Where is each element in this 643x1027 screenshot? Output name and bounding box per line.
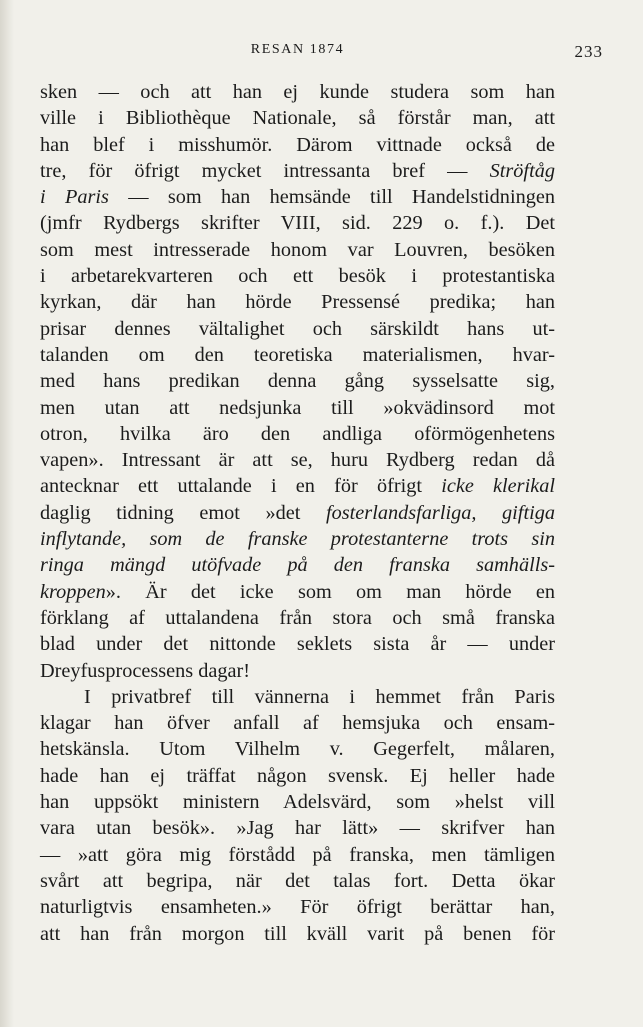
italic-segment: Ströftåg (489, 159, 555, 182)
text-line: otron, hvilka äro den andliga oförmögenhetens (40, 422, 555, 445)
running-head (40, 42, 603, 64)
text-line: han uppsökt ministern Adelsvärd, som »helst vill (40, 791, 555, 814)
text-line (40, 579, 555, 605)
italic-segment: fosterlandsfarliga, giftiga (326, 501, 555, 524)
body-text (40, 79, 555, 947)
text-line: Dreyfusprocessens dagar! (40, 659, 251, 682)
text-line: svårt att begripa, när det talas fort. Detta ökar (40, 869, 555, 892)
text-line: vapen». Intressant är att se, huru Rydberg redan då (40, 449, 555, 472)
text-line: — »att göra mig förstådd på franska, men tämligen (40, 843, 555, 866)
text-line (40, 552, 555, 578)
text-line: som mest intresserade honom var Louvren, besöken (40, 238, 555, 261)
text-line: blad under det nittonde seklets sista år — under (40, 633, 555, 656)
text-line (40, 473, 555, 499)
text-line (40, 526, 555, 552)
italic-segment: icke klerikal (441, 475, 555, 498)
page-gutter-shadow (0, 0, 14, 1027)
text-line: förklang af uttalandena från stora och små franska (40, 606, 555, 629)
text-segment: antecknar ett uttalande i en för öfrigt (40, 475, 442, 498)
text-segment: ». Är det icke som om man hörde en (105, 580, 555, 603)
text-line (40, 184, 555, 210)
text-line: (jmfr Rydbergs skrifter VIII, sid. 229 o. f.). Det (40, 212, 555, 235)
text-line (40, 158, 555, 184)
italic-segment: kroppen (40, 580, 106, 603)
text-line: men utan att nedsjunka till »okvädinsord mot (40, 396, 555, 419)
text-line: att han från morgon till kväll varit på benen för (40, 922, 555, 945)
italic-segment: i Paris (40, 186, 109, 209)
text-line: I privatbref till vännerna i hemmet från Paris (84, 685, 555, 708)
text-line: vara utan besök». »Jag har lätt» — skrifver han (40, 817, 555, 840)
text-line: klagar han öfver anfall af hemsjuka och ensam- (40, 712, 555, 735)
text-line (40, 500, 555, 526)
text-line: prisar dennes vältalighet och särskildt hans ut- (40, 317, 555, 340)
italic-segment: ringa mängd utöfvade på den franska samhälls- (40, 554, 555, 577)
text-segment: — som han hemsände till Handelstidningen (108, 186, 555, 209)
text-line: med hans predikan denna gång sysselsatte sig, (40, 370, 555, 393)
running-head-title: RESAN 1874 (250, 42, 345, 57)
italic-segment: inflytande, som de franske protestanterne trots sin (40, 528, 555, 551)
text-segment: daglig tidning emot »det (40, 501, 326, 524)
text-line: hetskänsla. Utom Vilhelm v. Gegerfelt, målaren, (40, 738, 555, 761)
text-line: han blef i misshumör. Därom vittnade också de (40, 133, 555, 156)
text-line: ville i Bibliothèque Nationale, så förstår man, att (40, 107, 555, 130)
text-line: naturligtvis ensamheten.» För öfrigt berättar han, (40, 896, 555, 919)
text-line: talanden om den teoretiska materialismen, hvar- (40, 343, 555, 366)
page-number: 233 (574, 42, 603, 61)
text-line: sken — och att han ej kunde studera som han (40, 81, 555, 103)
text-line: kyrkan, där han hörde Pressensé predika; han (40, 291, 555, 314)
text-line: hade han ej träffat någon svensk. Ej heller hade (40, 764, 555, 787)
text-segment: tre, för öfrigt mycket intressanta bref — (40, 159, 490, 182)
text-line: i arbetarekvarteren och ett besök i protestantiska (40, 265, 555, 288)
